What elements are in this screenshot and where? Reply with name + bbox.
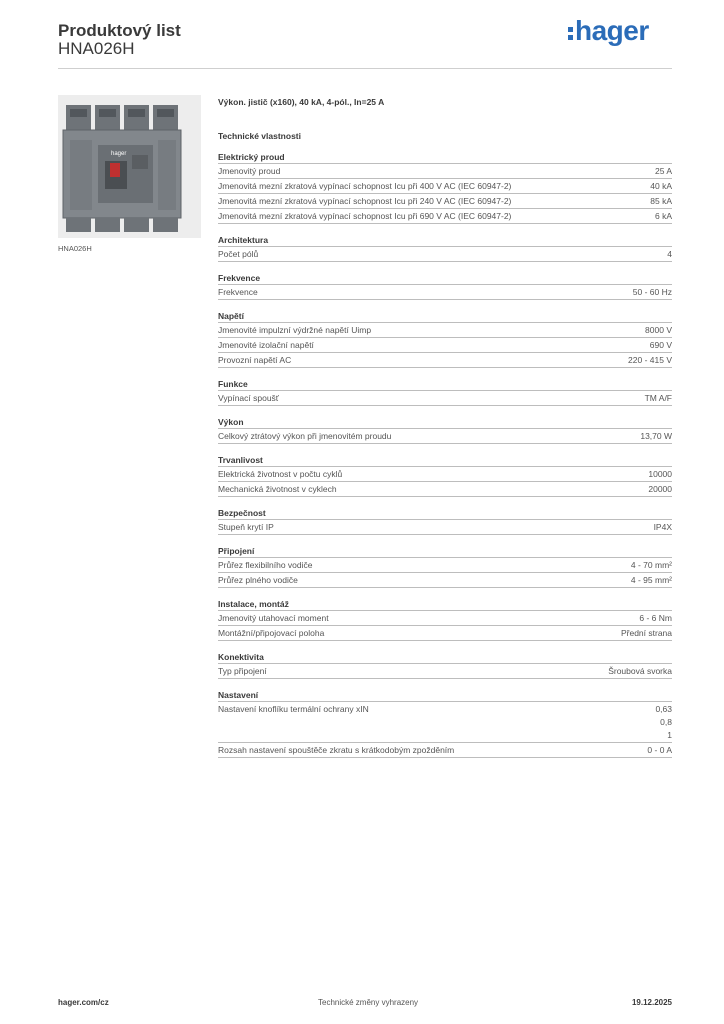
- property-value: 13,70 W: [640, 431, 672, 441]
- property-label: Mechanická životnost v cyklech: [218, 484, 337, 494]
- property-label: Montážní/připojovací poloha: [218, 628, 325, 638]
- property-label: Celkový ztrátový výkon při jmenovitém proudu: [218, 431, 392, 441]
- property-row: [218, 338, 672, 353]
- section-title: Konektivita: [218, 651, 672, 664]
- property-label: Jmenovitý proud: [218, 166, 281, 176]
- property-value: 4 - 95 mm²: [630, 575, 672, 585]
- property-label: Počet pólů: [218, 249, 259, 259]
- footer-date: 19.12.2025: [631, 998, 672, 1007]
- property-value: 20000: [648, 484, 672, 494]
- property-value: Šroubová svorka: [608, 666, 672, 676]
- circuit-breaker-icon: [58, 95, 201, 238]
- property-value: 690 V: [649, 340, 672, 350]
- property-label: Provozní napětí AC: [218, 355, 292, 365]
- property-label: Rozsah nastavení spouštěče zkratu s krátkodobým zpožděním: [218, 745, 455, 755]
- property-row: [218, 194, 672, 209]
- footer-website[interactable]: hager.com/cz: [58, 998, 109, 1007]
- section-title: Funkce: [218, 378, 672, 391]
- property-label: Nastavení knoflíku termální ochrany xIN: [218, 704, 369, 714]
- property-label: Vypínací spoušť: [218, 393, 279, 403]
- section-title: Frekvence: [218, 272, 672, 285]
- product-image: [58, 95, 201, 238]
- logo-text: hager: [575, 15, 649, 46]
- property-section: [218, 416, 672, 444]
- property-value: 4: [667, 249, 672, 259]
- property-section: [218, 310, 672, 368]
- property-label: Jmenovité izolační napětí: [218, 340, 314, 350]
- technical-properties-heading: Technické vlastnosti: [218, 131, 301, 141]
- property-section: [218, 598, 672, 641]
- property-row: [218, 743, 672, 758]
- property-label: Frekvence: [218, 287, 258, 297]
- property-value: 6 kA: [654, 211, 672, 221]
- property-row: [218, 391, 672, 406]
- property-section: [218, 378, 672, 406]
- property-label: Průřez flexibilního vodiče: [218, 560, 313, 570]
- property-section: [218, 651, 672, 679]
- property-value: 220 - 415 V: [628, 355, 672, 365]
- property-value: 10000: [648, 469, 672, 479]
- property-row: [218, 664, 672, 679]
- property-row: [218, 285, 672, 300]
- property-row: [218, 520, 672, 535]
- property-value: IP4X: [653, 522, 672, 532]
- image-caption: HNA026H: [58, 244, 92, 253]
- logo-dots-icon: [568, 22, 574, 42]
- property-row: [218, 429, 672, 444]
- property-section: [218, 507, 672, 535]
- property-value: 6 - 6 Nm: [639, 613, 672, 623]
- property-row: [218, 164, 672, 179]
- property-label: Typ připojení: [218, 666, 267, 676]
- property-value: 8000 V: [645, 325, 672, 335]
- property-label: Jmenovitá mezní zkratová vypínací schopnost Icu při 690 V AC (IEC 60947-2): [218, 211, 512, 221]
- property-section: [218, 272, 672, 300]
- section-title: Připojení: [218, 545, 672, 558]
- property-value: TM A/F: [644, 393, 672, 403]
- property-value: 0 - 0 A: [647, 745, 672, 755]
- property-value: 4 - 70 mm²: [630, 560, 672, 570]
- property-section: [218, 151, 672, 224]
- property-row: [218, 611, 672, 626]
- property-row: [218, 558, 672, 573]
- property-label: Stupeň krytí IP: [218, 522, 274, 532]
- property-section: [218, 454, 672, 497]
- image-brand-label: hager: [111, 151, 127, 157]
- property-row: [218, 247, 672, 262]
- hager-logo: [568, 15, 649, 47]
- property-label: Jmenovitý utahovací moment: [218, 613, 329, 623]
- properties-table: [218, 151, 672, 768]
- property-label: Průřez plného vodiče: [218, 575, 298, 585]
- property-row: [218, 482, 672, 497]
- section-title: Instalace, montáž: [218, 598, 672, 611]
- property-row: [218, 353, 672, 368]
- property-value: 40 kA: [650, 181, 672, 191]
- property-row: [218, 467, 672, 482]
- section-title: Trvanlivost: [218, 454, 672, 467]
- property-row: [218, 573, 672, 588]
- property-row: [218, 209, 672, 224]
- property-value: 25 A: [654, 166, 672, 176]
- property-row: [218, 323, 672, 338]
- section-title: Bezpečnost: [218, 507, 672, 520]
- section-title: Elektrický proud: [218, 151, 672, 164]
- section-title: Napětí: [218, 310, 672, 323]
- product-description: Výkon. jistič (x160), 40 kA, 4-pól., In=25 A: [218, 97, 385, 107]
- property-value: 50 - 60 Hz: [632, 287, 672, 297]
- section-title: Architektura: [218, 234, 672, 247]
- property-section: [218, 545, 672, 588]
- property-row: [218, 626, 672, 641]
- property-label: Jmenovitá mezní zkratová vypínací schopnost Icu při 240 V AC (IEC 60947-2): [218, 196, 512, 206]
- product-code: HNA026H: [58, 39, 135, 58]
- page-title: Produktový list: [58, 21, 181, 40]
- property-row: [218, 179, 672, 194]
- property-row: [218, 702, 672, 743]
- property-label: Jmenovitá mezní zkratová vypínací schopnost Icu při 400 V AC (IEC 60947-2): [218, 181, 512, 191]
- property-section: [218, 234, 672, 262]
- footer-note: Technické změny vyhrazeny: [318, 998, 419, 1007]
- property-value: 0,63 0,8 1: [655, 704, 672, 740]
- header-divider: [58, 68, 672, 69]
- property-label: Elektrická životnost v počtu cyklů: [218, 469, 343, 479]
- property-value: 85 kA: [650, 196, 672, 206]
- property-label: Jmenovité impulzní výdržné napětí Uimp: [218, 325, 372, 335]
- property-value: Přední strana: [620, 628, 672, 638]
- section-title: Výkon: [218, 416, 672, 429]
- property-section: [218, 689, 672, 758]
- section-title: Nastavení: [218, 689, 672, 702]
